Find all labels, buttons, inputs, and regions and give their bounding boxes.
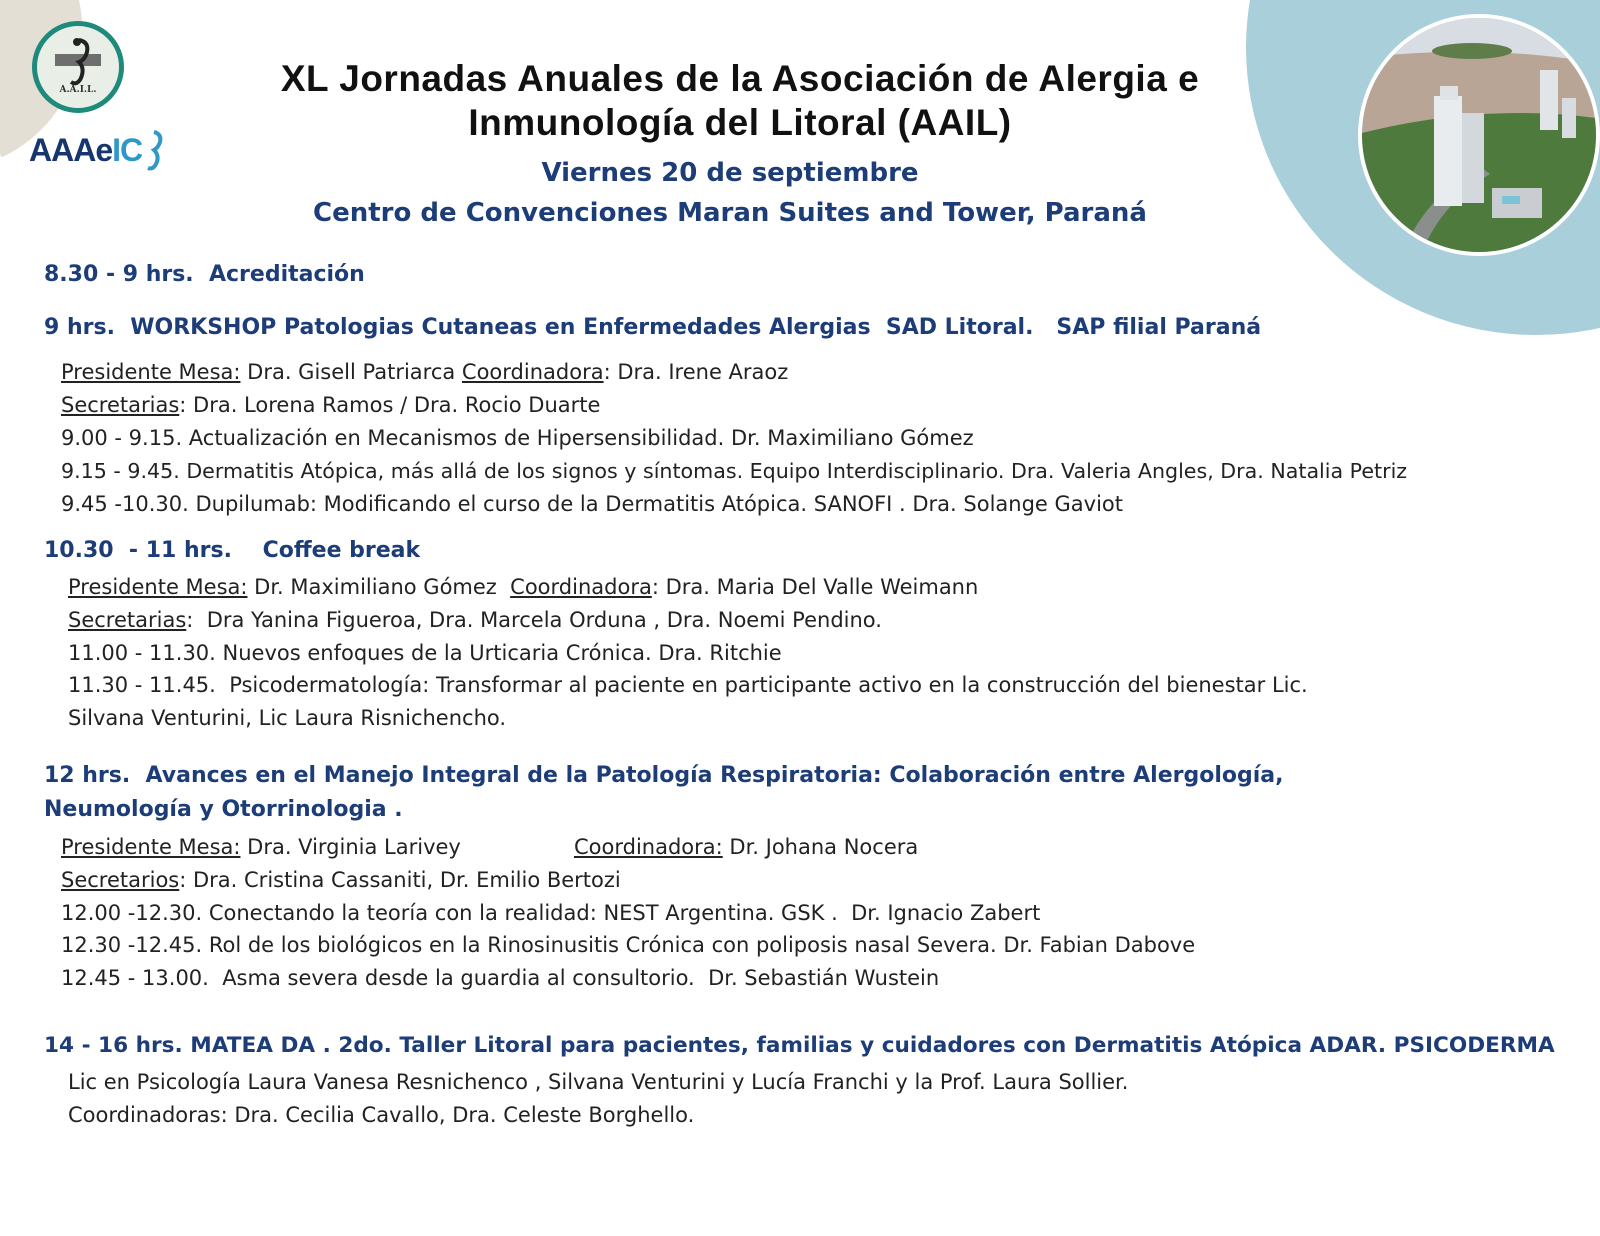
coordinator-label: Coordinadora [510, 575, 652, 599]
aail-logo [32, 21, 124, 113]
title-line-2: Inmunología del Litoral (AAIL) [468, 102, 1012, 143]
aaaeic-logo-prefix: AAAe [29, 132, 113, 168]
secretaries-label: Secretarias [61, 393, 180, 417]
aail-logo-text: A.A.I.L. [59, 85, 97, 95]
coordinator-label: Coordinadora: [574, 835, 723, 859]
session-secretaries [68, 608, 882, 632]
president-value: Dra. Virginia Larivey [240, 835, 461, 859]
talk-item: 11.00 - 11.30. Nuevos enfoques de la Urticaria Crónica. Dra. Ritchie [68, 641, 782, 665]
president-value: Dra. Gisell Patriarca [240, 360, 462, 384]
workshop-adar-heading: 14 - 16 hrs. MATEA DA . 2do. Taller Litoral para pacientes, familias y cuidadores con Dermatitis Atópica ADAR. PSICODERMA [44, 1033, 1555, 1058]
session-coordinator [574, 835, 918, 859]
talk-item: 9.15 - 9.45. Dermatitis Atópica, más allá de los signos y síntomas. Equipo Interdisciplinario. Dra. Valeria Angles, Dra. Natalia Petriz [61, 459, 1408, 483]
event-date: Viernes 20 de septiembre [541, 158, 919, 188]
respiratory-heading-line-2: Neumología y Otorrinologia . [44, 797, 403, 822]
president-label: Presidente Mesa: [61, 360, 241, 384]
secretaries-label: Secretarias [68, 608, 187, 632]
aaaeic-logo [29, 130, 169, 178]
workshop-coordinators: Coordinadoras: Dra. Cecilia Cavallo, Dra. Celeste Borghello. [68, 1103, 695, 1127]
workshop-secretaries [61, 393, 600, 417]
aaaeic-logo-suffix: IC [112, 132, 143, 168]
title-line-1: XL Jornadas Anuales de la Asociación de Alergia e [280, 58, 1200, 99]
secretaries-label: Secretarios [61, 868, 180, 892]
page-title [260, 57, 1220, 145]
workshop-speakers: Lic en Psicología Laura Vanesa Resnichenco , Silvana Venturini y Lucía Franchi y la Prof. Laura Sollier. [68, 1070, 1129, 1094]
secretaries-value: : Dra Yanina Figueroa, Dra. Marcela Orduna , Dra. Noemi Pendino. [186, 608, 882, 632]
workshop-chairs [61, 360, 788, 384]
coordinator-label: Coordinadora [461, 360, 604, 384]
seahorse-icon [144, 130, 166, 172]
respiratory-heading-line-1: 12 hrs. Avances en el Manejo Integral de la Patología Respiratoria: Colaboración entre Alergología, [44, 763, 1284, 788]
talk-item: 9.45 -10.30. Dupilumab: Modificando el curso de la Dermatitis Atópica. SANOFI . Dra. Solange Gaviot [61, 492, 1123, 516]
talk-item: 12.00 -12.30. Conectando la teoría con la realidad: NEST Argentina. GSK . Dr. Ignacio Zabert [61, 901, 1041, 925]
event-venue: Centro de Convenciones Maran Suites and Tower, Paraná [313, 198, 1147, 228]
coordinator-value: Dr. Johana Nocera [722, 835, 919, 859]
president-label: Presidente Mesa: [61, 835, 241, 859]
talk-item: 11.30 - 11.45. Psicodermatología: Transformar al paciente en participante activo en la construcción del bienestar Lic. [68, 673, 1308, 697]
coordinator-value: : Dra. Irene Araoz [603, 360, 789, 384]
president-value: Dr. Maximiliano Gómez [247, 575, 511, 599]
parana-city-photo [1358, 14, 1600, 256]
workshop-heading: 9 hrs. WORKSHOP Patologias Cutaneas en Enfermedades Alergias SAD Litoral. SAP filial Paraná [44, 315, 1262, 340]
session-secretaries [61, 868, 621, 892]
coordinator-value: : Dra. Maria Del Valle Weimann [651, 575, 979, 599]
president-label: Presidente Mesa: [68, 575, 248, 599]
talk-item: Silvana Venturini, Lic Laura Risnichencho. [68, 706, 507, 730]
talk-item: 9.00 - 9.15. Actualización en Mecanismos de Hipersensibilidad. Dr. Maximiliano Gómez [61, 426, 974, 450]
session-chairs [68, 575, 978, 599]
secretaries-value: : Dra. Lorena Ramos / Dra. Rocio Duarte [179, 393, 601, 417]
talk-item: 12.45 - 13.00. Asma severa desde la guardia al consultorio. Dr. Sebastián Wustein [61, 966, 940, 990]
secretaries-value: : Dra. Cristina Cassaniti, Dr. Emilio Bertozi [179, 868, 621, 892]
coffee-break-heading: 10.30 - 11 hrs. Coffee break [44, 538, 421, 563]
talk-item: 12.30 -12.45. Rol de los biológicos en la Rinosinusitis Crónica con poliposis nasal Severa. Dr. Fabian Dabove [61, 933, 1196, 957]
session-chairs [61, 835, 461, 859]
accreditation-heading: 8.30 - 9 hrs. Acreditación [44, 262, 365, 287]
